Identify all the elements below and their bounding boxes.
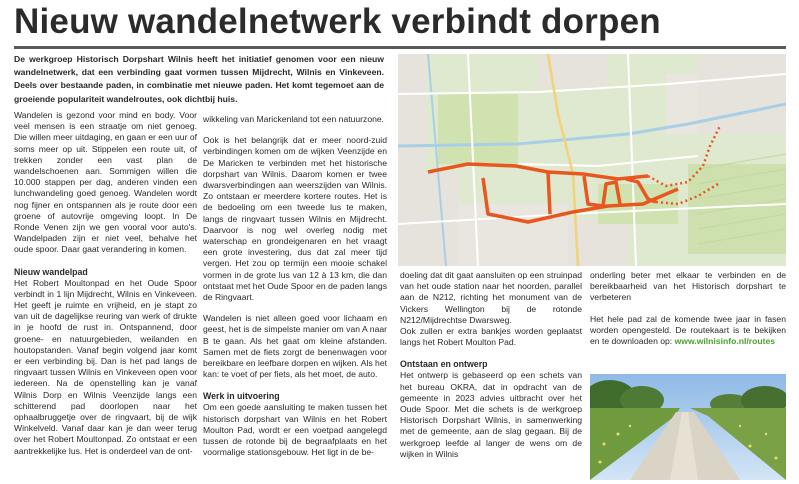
- col4-paragraph-2: Het hele pad zal de komende twee jaar in fasen worden opengesteld. De routekaart is te bekijken en te downloaden op: www.wilnisinfo.nl/routes: [590, 313, 786, 347]
- col2-paragraph-1: wikkeling van Marickenland tot een natuurzone.: [203, 114, 385, 124]
- col2-paragraph-4: Om een goede aansluiting te maken tussen het historisch dorpshart van Wilnis en het Robert Moulton Pad, wordt er een voetpad aangelegd tussen de rotonde bij de begraafplaats en het voormalige stationsgebouw. Het ligt in de be-: [203, 402, 387, 458]
- route-map: [398, 54, 786, 266]
- path-photo: [590, 374, 786, 480]
- column-1: [14, 110, 197, 457]
- column-3: [400, 270, 582, 460]
- col2-paragraph-3: Wandelen is niet alleen goed voor lichaam en geest, het is de simpelste manier om van A naar B te gaan. Als het gaat om kleine afstanden. Samen met de fiets zorgt de benenwagen voor bereikbare en leefbare dorpen en wijken. Als het kan: te voet of per fiets, als het moet, de auto.: [203, 313, 387, 380]
- col2-paragraph-2: Ook is het belangrijk dat er meer noord-zuid verbindingen komen om de wijken Veenzijde en De Maricken te verbinden met het historische dorpshart van Wilnis. Daarom komen er twee dwarsverbindingen aan weerszijden van Wilnis. Zo ontstaan er meerdere kortere routes. Het is de bedoeling om een tweede lus te maken, langs de ringvaart tussen Wilnis en Mijdrecht. Daarvoor is nog wel overleg nodig met waterschap en grondeigenaren en het vraagt een grote investering, dus dat zal meer tijd vergen. Het zou op termijn een mooie schakel vormen in de grote lus van 12 à 13 km, die dan ontstaat met het Oude Spoor en de paden langs de Ringvaart.: [203, 135, 387, 303]
- col4-paragraph-1: onderling beter met elkaar te verbinden en de bereikbaarheid van het Historisch dorpshart te verbeteren: [590, 270, 786, 303]
- column-4: [590, 270, 786, 347]
- lead-paragraph: De werkgroep Historisch Dorpshart Wilnis heeft het initiatief genomen voor een nieuw wandelnetwerk, dat een verbinding gaat vormen tussen Mijdrecht, Wilnis en Vinkeveen. Deels over bestaande paden, in combinatie met nieuwe paden. Het komt tegemoet aan de groeiende populariteit wandelroutes, ook dichtbij huis.: [14, 54, 384, 104]
- col3-paragraph-3: Het ontwerp is gebaseerd op een schets van het bureau OKRA, dat in opdracht van de gemeente in 2023 advies uitbracht over het Oude Spoor. Met die schets is de werkgroep Historisch Dorpshart Wilnis, in samenwerking met de gemeente, aan de slag gegaan. Bij de werkgroep leefde al langer de wens om de wijken in Wilnis: [400, 370, 582, 459]
- route-link[interactable]: www.wilnisinfo.nl/routes: [674, 336, 776, 347]
- headline-divider: [14, 46, 786, 49]
- headline: Nieuw wandelnetwerk verbindt dorpen: [14, 2, 661, 41]
- subheading-werk-in-uitvoering: Werk in uitvoering: [203, 391, 280, 402]
- col1-paragraph-2: Het Robert Moultonpad en het Oude Spoor verbindt in 1 lijn Mijdrecht, Wilnis en Vinkeveen. Het geeft je ruimte en vrijheid, en je stapt zo van uit de dagelijkse reuring van werk of drukte in je hoofd de rust in. Ontspannend, door groene- en natuurgebieden, weilanden en houtopstanden. Vanaf begin volgend jaar komt er een verbinding bij. Dan is het pad langs de ringvaart tussen Wilnis en Vinkeveen open voor iedereen. Na de openstelling kan je vanaf Wilnis Dorp en Wilnis Veenzijde langs een schitterend pad doorlopen naar het ophaalbruggetje over de ringvaart, bij de wijk Winkelveld. Vanaf daar kan je dan weer terug over het Robert Moultonpad. Zo ontstaat er een aantrekkelijke lus. Het is onderdeel van de ont-: [14, 277, 197, 456]
- col1-paragraph-1: Wandelen is gezond voor mind en body. Voor veel mensen is een straatje om niet genoeg. Die willen meer uitdaging, en gaan er een uur of soms meer op uit. Stippelen een route uit, of trekken zonder een vast plan de wandelschoenen aan. Sommigen willen die 10.000 stappen per dag, anderen vinden een lunchwandeling goed genoeg. Wandelen wordt nog fijner en ontspannen als je route door een groene of autovrije omgeving loopt. In De Ronde Venen zijn we gen vooral voor auto's. Wandelpaden zijn er niet veel, behalve het oude spoor. Daar gaat verandering in komen.: [14, 110, 197, 255]
- column-2: [203, 114, 387, 458]
- subheading-ontstaan-en-ontwerp: Ontstaan en ontwerp: [400, 359, 488, 370]
- col3-paragraph-2: Ook zullen er extra bankjes worden geplaatst langs het Robert Moulton Pad.: [400, 326, 582, 348]
- subheading-nieuw-wandelpad: Nieuw wandelpad: [14, 266, 88, 277]
- col3-paragraph-1: doeling dat dit gaat aansluiten op een struinpad van het oude station naar het noorden, parallel aan de N212, richting het monument van de Vickers Wellington bij de rotonde N212/Mijdrechtse Dwarsweg.: [400, 270, 582, 325]
